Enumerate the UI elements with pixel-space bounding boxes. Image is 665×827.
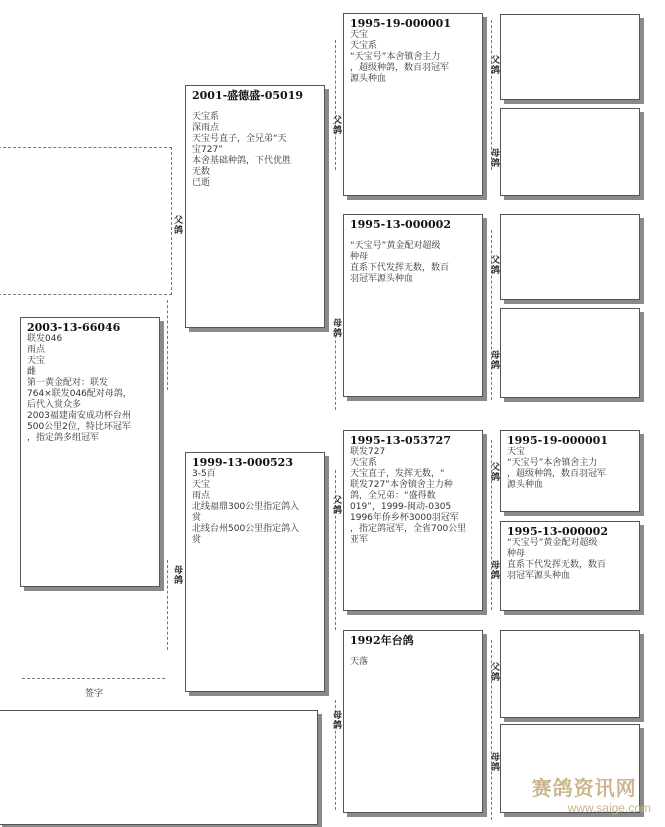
great-grandparent-card-empty (500, 308, 640, 398)
empty-dashed-box (0, 147, 172, 295)
mother-label: 母鸽 (489, 752, 499, 772)
pedigree-line: 764×联发046配对母鸽， (27, 389, 132, 399)
great-grandparent-card-empty (500, 108, 640, 196)
dam-card (185, 452, 325, 692)
dam-dam-card (343, 630, 483, 813)
father-label: 父鸽 (172, 215, 182, 235)
pedigree-line: ，指定鸽多组冠军 (27, 433, 100, 443)
empty-bottom-box (0, 710, 318, 825)
pedigree-line: 3-5百 (192, 469, 216, 479)
ring-number: 1995-19-000001 (507, 434, 608, 447)
pedigree-line: 天宝系 (350, 41, 378, 51)
mother-label: 母鸽 (489, 350, 499, 370)
pedigree-line: 种母 (350, 252, 369, 262)
pedigree-line: 源头种血 (350, 74, 387, 84)
pedigree-line: ，超级种鸽，数百羽冠军 (507, 469, 607, 479)
pedigree-line: 无数 (192, 167, 211, 177)
pedigree-line: 天宝号直子，全兄弟“天 (192, 134, 287, 144)
pedigree-line: ，指定鸽冠军，全省700公里 (350, 524, 467, 534)
great-grandparent-card-empty (500, 214, 640, 300)
pedigree-line: 鸽，全兄弟：“盛得数 (350, 491, 436, 501)
pedigree-line: 天宝 (192, 480, 211, 490)
pedigree-line: “天宝号”本舍镇舍主力 (507, 458, 598, 468)
pedigree-line: 1996年侨乡杯3000羽冠军 (350, 513, 459, 523)
pedigree-line: 雨点 (192, 491, 211, 501)
pedigree-line: 已逝 (192, 178, 211, 188)
pedigree-line: “天宝号”本舍镇舍主力 (350, 52, 441, 62)
pedigree-line: 羽冠军源头种血 (350, 274, 414, 284)
pedigree-line: 天落 (350, 657, 369, 667)
connector-line (335, 40, 336, 170)
pedigree-line: 深雨点 (192, 123, 220, 133)
pedigree-line: 直系下代发挥无数，数百 (507, 560, 607, 570)
ring-number: 1995-13-000002 (507, 525, 608, 538)
mother-label: 母鸽 (489, 560, 499, 580)
father-label: 父鸽 (331, 115, 341, 135)
pedigree-line: 天宝直子，发挥无数，“ (350, 469, 445, 479)
pedigree-line: 本舍基础种鸽，下代优胜 (192, 156, 292, 166)
watermark-site-name: 赛鸽资讯网 (531, 778, 637, 800)
connector-line (335, 470, 336, 630)
signature-line (22, 678, 165, 679)
pedigree-line: 赏 (192, 535, 202, 545)
sire-card (185, 85, 325, 328)
pedigree-line: 羽冠军源头种血 (507, 571, 571, 581)
pedigree-line: 天宝 (507, 447, 526, 457)
ring-number: 2001-盛德盛-05019 (192, 89, 304, 102)
pedigree-line: 种母 (507, 549, 526, 559)
mother-label: 母鸽 (172, 565, 182, 585)
father-label: 父鸽 (489, 462, 499, 482)
father-label: 父鸽 (489, 662, 499, 682)
pedigree-line: 赏 (192, 513, 202, 523)
great-grandparent-card-empty (500, 14, 640, 100)
pedigree-line: 源头种血 (507, 480, 544, 490)
ring-number: 1995-19-000001 (350, 17, 451, 30)
pedigree-line: 500公里2位，特比环冠军 (27, 422, 131, 432)
pedigree-line: 亚军 (350, 535, 369, 545)
sire-sire-card (343, 13, 483, 196)
dam-sire-dam-card (500, 521, 640, 611)
pedigree-line: “天宝号”黄金配对超级 (507, 538, 598, 548)
mother-label: 母鸽 (331, 710, 341, 730)
mother-label: 母鸽 (331, 318, 341, 338)
subject-card (20, 317, 160, 587)
pedigree-line: 后代入赏众多 (27, 400, 82, 410)
pedigree-line: 雨点 (27, 345, 46, 355)
great-grandparent-card-empty (500, 630, 640, 718)
pedigree-line: 宝727” (192, 145, 223, 155)
pedigree-line: 天宝系 (350, 458, 378, 468)
pedigree-line: ，超级种鸽，数百羽冠军 (350, 63, 450, 73)
ring-number: 1995-13-000002 (350, 218, 451, 231)
connector-line (167, 300, 168, 390)
ring-number: 1995-13-053727 (350, 434, 451, 447)
watermark (532, 772, 651, 815)
father-label: 父鸽 (489, 255, 499, 275)
pedigree-line: 019”，1999-闽动-0305 (350, 502, 452, 512)
ring-number: 1999-13-000523 (192, 456, 293, 469)
pedigree-line: 2003福建南安成功杯台州 (27, 411, 131, 421)
ring-number: 2003-13-66046 (27, 321, 121, 334)
connector-line (335, 330, 336, 410)
watermark-url: www.saige.com (567, 801, 651, 815)
pedigree-line: 天宝 (350, 30, 369, 40)
dam-sire-sire-card (500, 430, 640, 512)
signature-label: 签字 (85, 689, 104, 699)
connector-line (167, 560, 168, 650)
pedigree-line: 天宝 (27, 356, 46, 366)
pedigree-line: 联发727”本舍镇舍主力种 (350, 480, 453, 490)
pedigree-line: 联发727 (350, 447, 386, 457)
mother-label: 母鸽 (489, 148, 499, 168)
pedigree-line: 第一黄金配对：联发 (27, 378, 109, 388)
pedigree-line: 天宝系 (192, 112, 220, 122)
sire-dam-card (343, 214, 483, 397)
ring-number: 1992年台鸽 (350, 634, 414, 647)
pedigree-line: 联发046 (27, 334, 63, 344)
pedigree-line: 北线福鼎300公里指定鸽入 (192, 502, 300, 512)
pedigree-line: 北线台州500公里指定鸽入 (192, 524, 300, 534)
father-label: 父鸽 (489, 55, 499, 75)
pedigree-line: 直系下代发挥无数，数百 (350, 263, 450, 273)
father-label: 父鸽 (331, 495, 341, 515)
pedigree-line: “天宝号”黄金配对超级 (350, 241, 441, 251)
pedigree-line: 雌 (27, 367, 37, 377)
dam-sire-card (343, 430, 483, 611)
